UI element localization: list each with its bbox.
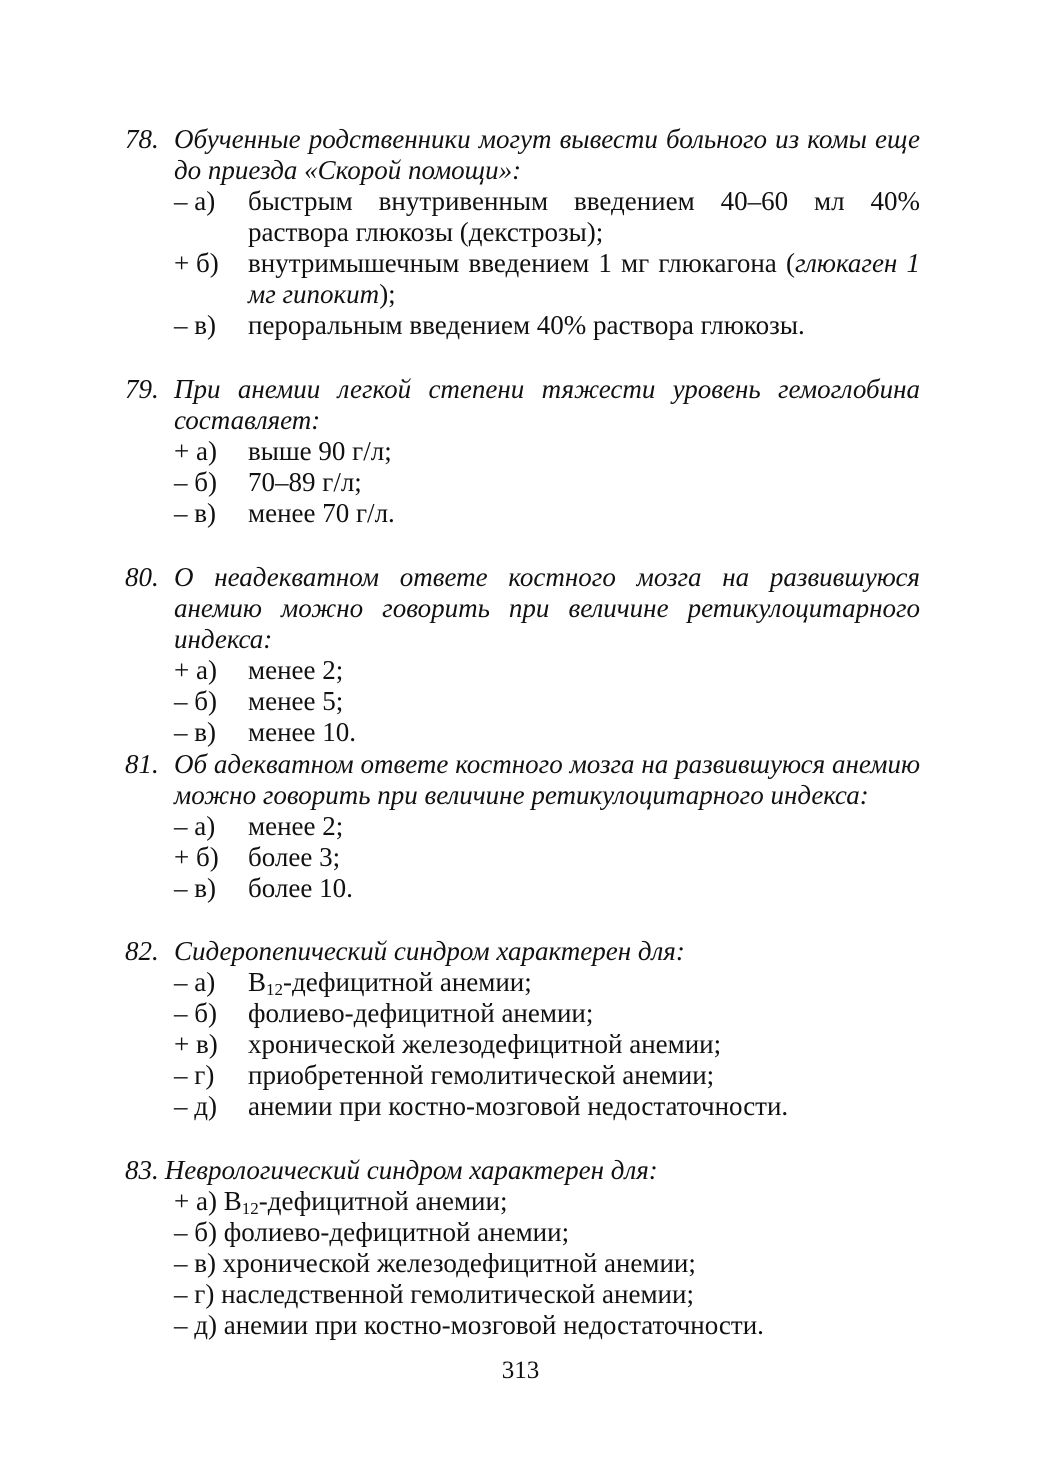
option-text: хронической железодефицитной анемии; (222, 1248, 696, 1278)
option-b (174, 842, 920, 873)
option-a (174, 1186, 920, 1217)
question-number: 83. (125, 1155, 159, 1185)
question-text: При анемии легкой степени тяжести уровень гемоглобина составляет: (174, 374, 920, 435)
option-text: хронической железодефицитной анемии; (248, 1029, 722, 1059)
option-marker: – б) (174, 686, 217, 716)
option-e (174, 1310, 920, 1341)
option-marker: – а) (174, 186, 216, 216)
option-a (174, 436, 920, 467)
vitamin-letter: В (223, 1186, 242, 1216)
option-b (174, 467, 920, 498)
option-text: более 10. (248, 873, 353, 903)
option-text-start: внутримышечным введением 1 мг глюкагона ( (248, 248, 795, 278)
option-a (174, 186, 920, 248)
question-number: 78. (125, 124, 159, 154)
option-a (174, 967, 920, 998)
option-text: менее 10. (248, 717, 356, 747)
option-text (248, 967, 920, 998)
page-number: 313 (501, 1357, 540, 1384)
option-marker: – в) (174, 717, 216, 747)
question-83 (125, 1155, 920, 1341)
option-c (174, 873, 920, 904)
question-82 (125, 936, 920, 1122)
question-header (125, 749, 920, 811)
question-80 (125, 562, 920, 748)
option-marker: – а) (174, 967, 216, 997)
option-text: приобретенной гемолитической анемии; (248, 1060, 715, 1090)
option-text-rest: -дефицитной анемии; (258, 1186, 508, 1216)
option-text: фолиево-дефицитной анемии; (248, 998, 594, 1028)
question-79 (125, 374, 920, 529)
question-text: Об адекватном ответе костного мозга на развившуюся анемию можно говорить при величине ретикулоцитарного индекса: (174, 749, 920, 810)
options-list (174, 186, 920, 341)
option-text: быстрым внутривенным введением 40–60 мл 40% раствора глюкозы (декстрозы); (248, 186, 920, 247)
option-marker: – д) (174, 1091, 217, 1121)
question-number: 81. (125, 749, 159, 779)
option-marker: + а) (174, 655, 217, 685)
option-text: более 3; (248, 842, 341, 872)
question-header (125, 562, 920, 655)
question-81 (125, 749, 920, 904)
option-text: выше 90 г/л; (248, 436, 392, 466)
option-a (174, 811, 920, 842)
option-marker: – б) (174, 1217, 217, 1247)
question-header (125, 936, 920, 967)
option-marker: – в) (174, 310, 216, 340)
question-number: 82. (125, 936, 159, 966)
options-list (174, 967, 920, 1122)
option-marker: – а) (174, 811, 216, 841)
option-b (174, 686, 920, 717)
question-header (125, 1155, 920, 1186)
option-b (174, 248, 920, 310)
option-a (174, 655, 920, 686)
option-marker: – г) (174, 1060, 215, 1090)
question-78 (125, 124, 920, 341)
option-text: менее 2; (248, 655, 344, 685)
option-d (174, 1279, 920, 1310)
option-b (174, 1217, 920, 1248)
option-c (174, 310, 920, 341)
option-marker: + а) (174, 436, 217, 466)
option-text-end: ); (379, 279, 396, 309)
option-marker: – в) (174, 873, 216, 903)
option-text: менее 5; (248, 686, 344, 716)
option-marker: – б) (174, 998, 217, 1028)
option-c (174, 498, 920, 529)
options-list (174, 655, 920, 748)
option-text-rest: -дефицитной анемии; (283, 967, 532, 997)
question-text: Неврологический синдром характерен для: (164, 1155, 658, 1185)
option-text (224, 1186, 920, 1217)
question-text: Обученные родственники могут вывести больного из комы еще до приезда «Скорой помощи»: (174, 124, 920, 185)
question-text: О неадекватном ответе костного мозга на развившуюся анемию можно говорить при величине ретикулоцитарного индекса: (174, 562, 920, 654)
option-b (174, 998, 920, 1029)
option-text: пероральным введением 40% раствора глюкозы. (248, 310, 805, 340)
option-text: 70–89 г/л; (248, 467, 362, 497)
vitamin-subscript: 12 (241, 1199, 259, 1218)
vitamin-subscript: 12 (266, 980, 284, 999)
option-text: менее 70 г/л. (248, 498, 395, 528)
option-c (174, 1248, 920, 1279)
option-marker: + б) (174, 842, 219, 872)
option-marker: + в) (174, 1029, 218, 1059)
option-text: менее 2; (248, 811, 344, 841)
option-text: анемии при костно-мозговой недостаточности. (223, 1310, 764, 1340)
option-marker: + б) (174, 248, 219, 278)
option-marker: – б) (174, 467, 217, 497)
option-marker: – д) (174, 1310, 217, 1340)
option-c (174, 1029, 920, 1060)
option-d (174, 1060, 920, 1091)
option-text-italic: глюкаген 1 мг гипокит (248, 248, 921, 309)
option-text: наследственной гемолитической анемии; (221, 1279, 694, 1309)
question-text: Сидеропепический синдром характерен для: (174, 936, 685, 966)
option-text (248, 248, 920, 310)
options-list (174, 436, 920, 529)
option-marker: + а) (174, 1186, 217, 1216)
option-e (174, 1091, 920, 1122)
option-c (174, 717, 920, 748)
option-marker: – в) (174, 498, 216, 528)
option-text: анемии при костно-мозговой недостаточности. (248, 1091, 789, 1121)
option-text: фолиево-дефицитной анемии; (223, 1217, 570, 1247)
question-header (125, 374, 920, 436)
question-header (125, 124, 920, 186)
question-number: 79. (125, 374, 159, 404)
vitamin-letter: В (248, 967, 267, 997)
option-marker: – в) (174, 1248, 216, 1278)
option-marker: – г) (174, 1279, 215, 1309)
question-number: 80. (125, 562, 159, 592)
options-list (174, 811, 920, 904)
options-list (174, 1186, 920, 1341)
